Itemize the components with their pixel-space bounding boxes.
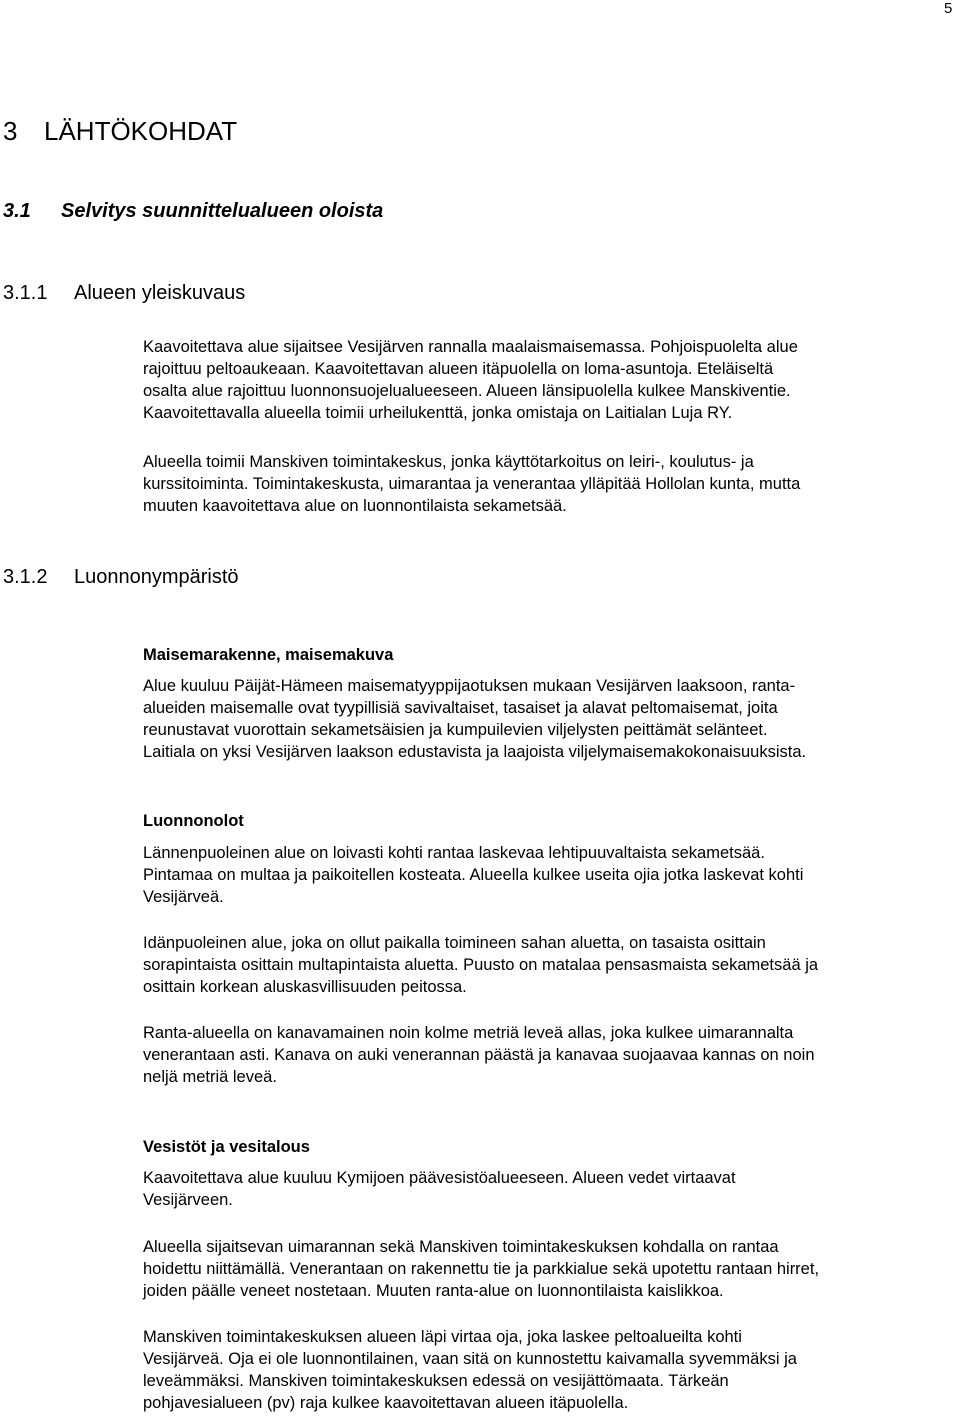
paragraph: Ranta-alueella on kanavamainen noin kolme metriä leveä allas, joka kulkee uimarannalta venerantaan asti. Kanava on auki venerannan päästä ja kanavaa suojaavaa kannas on noin neljä metriä leveä. [143, 1024, 815, 1086]
chapter-title: LÄHTÖKOHDAT [44, 116, 238, 146]
section-number: 3.1 [3, 200, 31, 222]
subsection-heading-311 [3, 282, 245, 305]
subsection-title: Alueen yleiskuvaus [74, 282, 246, 304]
page-number: 5 [944, 0, 953, 17]
topic-heading: Maisemarakenne, maisemakuva [143, 646, 394, 664]
paragraph: Alueella toimii Manskiven toimintakeskus, jonka käyttötarkoitus on leiri-, koulutus- ja kurssitoiminta. Toimintakeskusta, uimarantaa ja venerantaa ylläpitää Hollolan kunta, mutta muuten kaavoitettava alue on luonnontilaista sekametsää. [143, 453, 801, 515]
paragraph: Alue kuuluu Päijät-Hämeen maisematyyppijaotuksen mukaan Vesijärven laaksoon, ranta- alueiden maisemalle ovat tyypillisiä savivaltaiset, tasaiset ja alavat peltomaisemat, joita reunustavat vuorottain sekametsäisien ja kumpuilevien viljelysten peittämät selänteet. Laitiala on yksi Vesijärven laakson edustavista ja laajoista viljelymaisemakokonaisuuksista. [143, 677, 807, 761]
chapter-number: 3 [3, 116, 18, 146]
paragraph: Manskiven toimintakeskuksen alueen läpi virtaa oja, joka laskee peltoalueilta kohti Vesijärveä. Oja ei ole luonnontilainen, vaan sitä on kunnostettu kaivamalla syvemmäksi ja leveämmäksi. Manskiven toimintakeskuksen edessä on vesijättömaata. Tärkeän pohjavesialueen (pv) raja kulkee kaavoitettavan alueen itäpuolella. [143, 1328, 797, 1412]
topic-heading: Vesistöt ja vesitalous [143, 1138, 310, 1156]
section-title: Selvitys suunnittelualueen oloista [61, 200, 384, 222]
paragraph: Lännenpuoleinen alue on loivasti kohti rantaa laskevaa lehtipuuvaltaista sekametsää. Pintamaa on multaa ja paikoitellen kosteata. Alueella kulkee useita ojia jotka laskevat kohti Vesijärveä. [143, 844, 804, 906]
paragraph: Alueella sijaitsevan uimarannan sekä Manskiven toimintakeskuksen kohdalla on rantaa hoidettu niittämällä. Venerantaan on rakennettu tie ja parkkialue sekä upotettu rantaan hirret, joiden päälle veneet nostetaan. Muuten ranta-alue on luonnontilaista kaislikkoa. [143, 1238, 820, 1300]
paragraph: Kaavoitettava alue kuuluu Kymijoen päävesistöalueeseen. Alueen vedet virtaavat Vesijärveen. [143, 1169, 736, 1209]
subsection-title: Luonnonympäristö [74, 566, 239, 588]
subsection-number: 3.1.1 [3, 282, 48, 304]
paragraph: Kaavoitettava alue sijaitsee Vesijärven rannalla maalaismaisemassa. Pohjoispuolelta alue rajoittuu peltoaukeaan. Kaavoitettavan alueen itäpuolella on loma-asuntoja. Eteläiseltä osalta alue rajoittuu luonnonsuojelualueeseen. Alueen länsipuolella kulkee Manskiventie. Kaavoitettavalla alueella toimii urheilukenttä, jonka omistaja on Laitialan Luja RY. [143, 338, 798, 422]
section-heading [3, 200, 383, 223]
subsection-number: 3.1.2 [3, 566, 48, 588]
chapter-heading [3, 116, 237, 147]
subsection-heading-312 [3, 566, 239, 589]
paragraph: Idänpuoleinen alue, joka on ollut paikalla toimineen sahan aluetta, on tasaista osittain sorapintaista osittain multapintaista aluetta. Puusto on matalaa pensasmaista sekametsää ja osittain korkean aluskasvillisuuden peitossa. [143, 934, 819, 996]
topic-heading: Luonnonolot [143, 812, 244, 830]
